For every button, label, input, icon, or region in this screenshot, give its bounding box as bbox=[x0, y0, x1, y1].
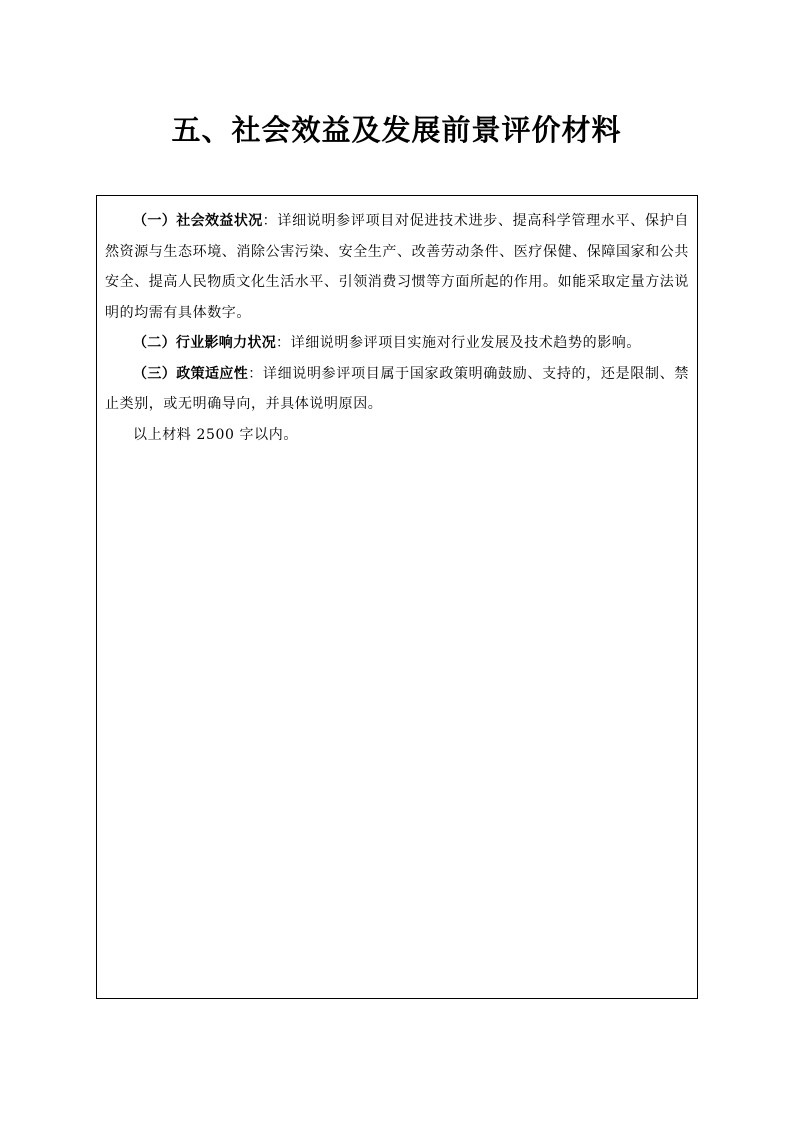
section-body-industry-influence: ：详细说明参评项目实施对行业发展及技术趋势的影响。 bbox=[276, 335, 641, 351]
section-heading-policy-fit: （三）政策适应性 bbox=[133, 365, 249, 382]
section-social-benefit bbox=[105, 206, 689, 328]
section-industry-influence bbox=[105, 328, 689, 359]
section-heading-industry-influence: （二）行业影响力状况 bbox=[133, 335, 276, 351]
content-box bbox=[96, 195, 698, 999]
word-limit-note: 以上材料 2500 字以内。 bbox=[133, 426, 298, 443]
section-policy-fit bbox=[105, 359, 689, 420]
page-title: 五、社会效益及发展前景评价材料 bbox=[171, 113, 622, 147]
section-body-policy-fit: ：详细说明参评项目属于国家政策明确鼓励、支持的，还是限制、禁止类别，或无明确导向，并具体说明原因。 bbox=[105, 365, 690, 412]
section-body-social-benefit: ：详细说明参评项目对促进技术进步、提高科学管理水平、保护自然资源与生态环境、消除公害污染、安全生产、改善劳动条件、医疗保健、保障国家和公共安全、提高人民物质文化生活水平、引领消费习惯等方面所起的作用。如能采取定量方法说明的均需有具体数字。 bbox=[105, 213, 689, 321]
section-heading-social-benefit: （一）社会效益状况 bbox=[133, 213, 263, 229]
